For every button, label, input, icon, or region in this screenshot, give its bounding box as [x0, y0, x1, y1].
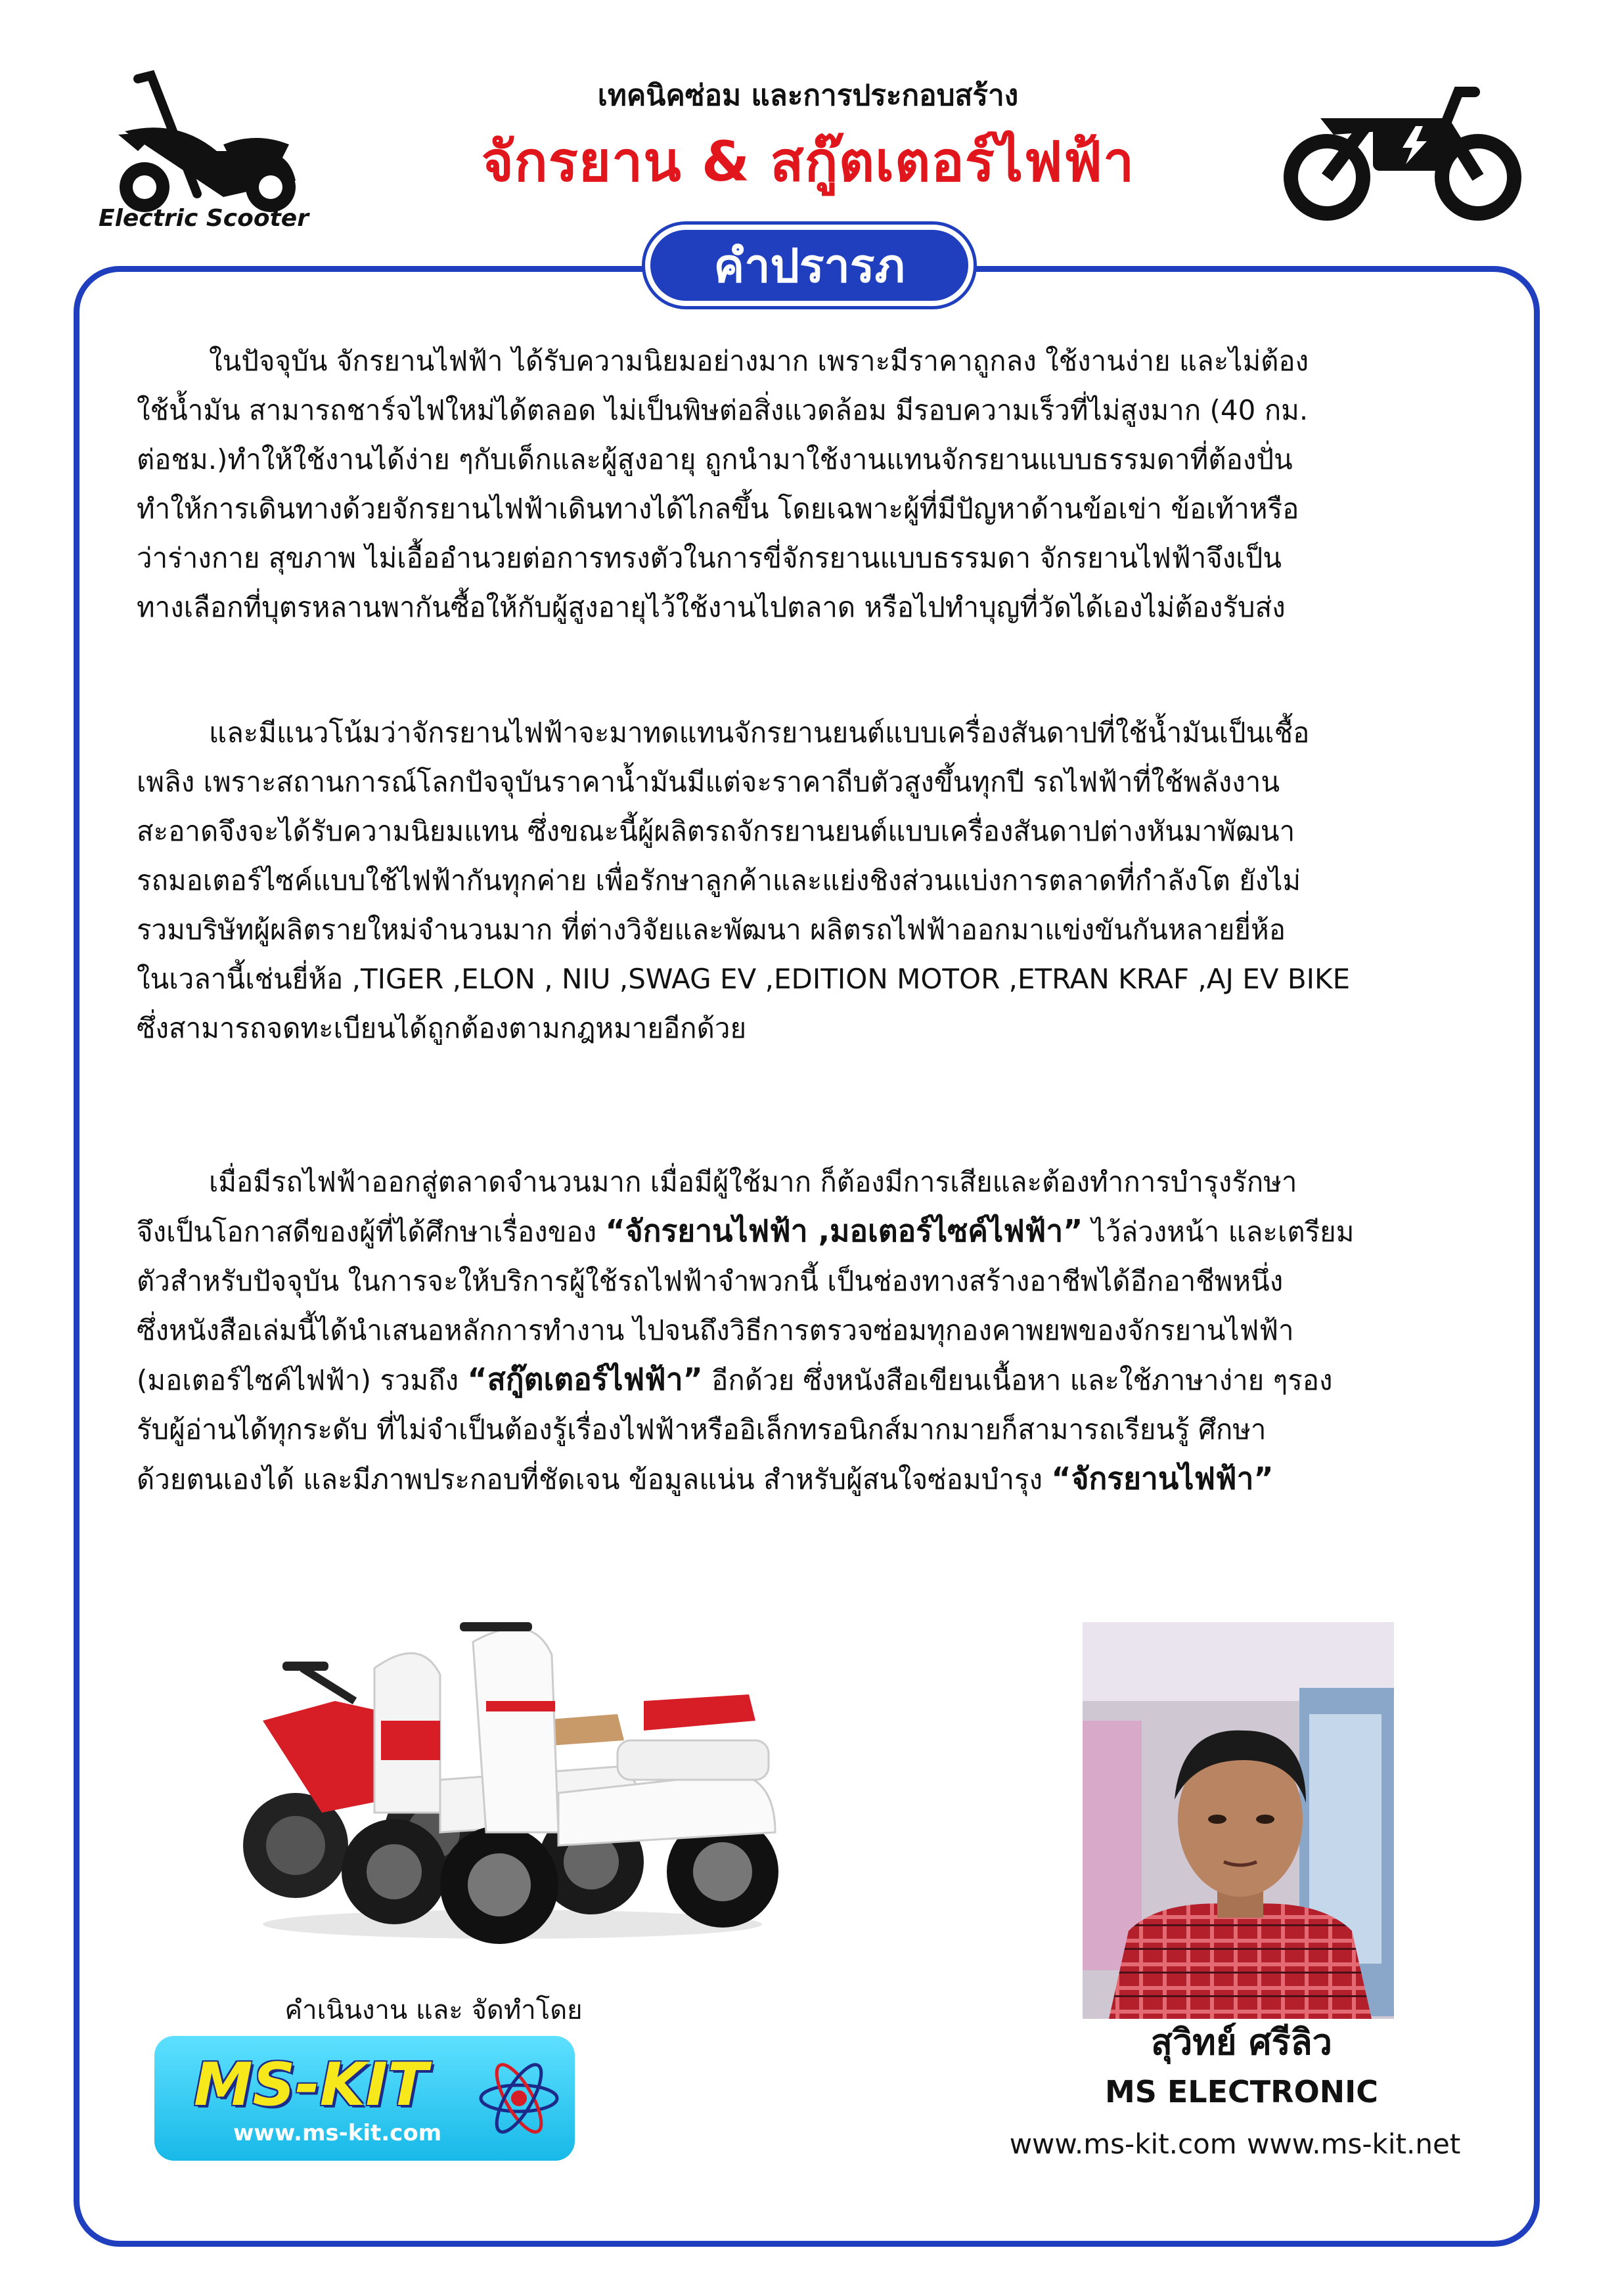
text-line: ตัวสำหรับปัจจุบัน ในการจะให้บริการผู้ใช้รถไฟฟ้าจำพวกนี้ เป็นช่องทางสร้างอาชีพได้อีกอาชีพหนึ่ง: [137, 1265, 1284, 1297]
text-line: [137, 1355, 1500, 1405]
highlight-text: “จักรยานไฟฟ้า”: [1051, 1461, 1274, 1496]
text-line: เมื่อมีรถไฟฟ้าออกสู่ตลาดจำนวนมาก เมื่อมีผู้ใช้มาก ก็ต้องมีการเสียและต้องทำการบำรุงรักษา: [209, 1166, 1297, 1198]
operated-by-label: คำเนินงาน และ จัดทำโดย: [284, 1995, 583, 2025]
text-run: อีกด้วย ซึ่งหนังสือเขียนเนื้อหา และใช้ภาษาง่าย ๆรอง: [702, 1364, 1333, 1396]
ms-kit-logo: [154, 2036, 575, 2161]
text-run: ด้วยตนเองได้ และมีภาพประกอบที่ชัดเจน ข้อมูลแน่น สำหรับผู้สนใจซ่อมบำรุง: [137, 1463, 1052, 1495]
author-company: MS ELECTRONIC: [1104, 2074, 1379, 2109]
text-line: รวมบริษัทผู้ผลิตรายใหม่จำนวนมาก ที่ต่างวิจัยและพัฒนา ผลิตรถไฟฟ้าออกมาแข่งขันกันหลายยี่ห้อ: [137, 914, 1286, 946]
author-websites: www.ms-kit.com www.ms-kit.net: [1009, 2128, 1461, 2160]
text-line: ว่าร่างกาย สุขภาพ ไม่เอื้ออำนวยต่อการทรงตัวในการขี่จักรยานแบบธรรมดา จักรยานไฟฟ้าจึงเป็น: [137, 542, 1282, 574]
text-line: ใช้น้ำมัน สามารถชาร์จไฟใหม่ได้ตลอด ไม่เป็นพิษต่อสิ่งแวดล้อม มีรอบความเร็วที่ไม่สูงมาก (40 กม.: [137, 394, 1309, 426]
author-photo: [1083, 1622, 1394, 2019]
section-heading: คำปรารภ: [645, 225, 974, 306]
text-line: และมีแนวโน้มว่าจักรยานไฟฟ้าจะมาทดแทนจักรยานยนต์แบบเครื่องสันดาปที่ใช้น้ำมันเป็นเชื้อ: [209, 717, 1310, 749]
text-run: (มอเตอร์ไซค์ไฟฟ้า) รวมถึง: [137, 1364, 468, 1396]
electric-motorcycle-icon: [1281, 72, 1524, 223]
text-line: ซึ่งหนังสือเล่มนี้ได้นำเสนอหลักการทำงาน ไปจนถึงวิธีการตรวจซ่อมทุกองคาพยพของจักรยานไฟฟ้า: [137, 1314, 1294, 1346]
text-run: จึงเป็นโอกาสดีของผู้ที่ได้ศึกษาเรื่องของ: [137, 1216, 606, 1248]
text-line: รถมอเตอร์ไซค์แบบใช้ไฟฟ้ากันทุกค่าย เพื่อรักษาลูกค้าและแย่งชิงส่วนแบ่งการตลาดที่กำลังโต ยังไม่: [137, 864, 1301, 896]
logo-url: www.ms-kit.com: [233, 2120, 442, 2146]
paragraph-1: [137, 336, 1500, 632]
text-line: รับผู้อ่านได้ทุกระดับ ที่ไม่จำเป็นต้องรู้เรื่องไฟฟ้าหรืออิเล็กทรอนิกส์มากมายก็สามารถเรียนรู้ ศึกษา: [137, 1413, 1267, 1446]
logo-text: MS-KIT: [194, 2050, 428, 2119]
text-line: [137, 1206, 1500, 1256]
text-line: ทำให้การเดินทางด้วยจักรยานไฟฟ้าเดินทางได้ไกลขึ้น โดยเฉพาะผู้ที่มีปัญหาด้านข้อเข่า ข้อเท้าหรือ: [137, 493, 1299, 525]
text-line: ซึ่งสามารถจดทะเบียนได้ถูกต้องตามกฎหมายอีกด้วย: [137, 1012, 747, 1044]
author-name: สุวิทย์ ศรีลิว: [1150, 2021, 1332, 2063]
page-subtitle: เทคนิคซ่อม และการประกอบสร้าง: [597, 79, 1019, 112]
text-line: เพลิง เพราะสถานการณ์โลกปัจจุบันราคาน้ำมันมีแต่จะราคาถีบตัวสูงขึ้นทุกปี รถไฟฟ้าที่ใช้พลังงาน: [137, 766, 1280, 798]
page-title: จักรยาน & สกู๊ตเตอร์ไฟฟ้า: [481, 129, 1135, 194]
text-line: ในเวลานี้เช่นยี่ห้อ ,TIGER ,ELON , NIU ,SWAG EV ,EDITION MOTOR ,ETRAN KRAF ,AJ EV BIKE: [137, 963, 1351, 995]
text-line: ต่อชม.)ทำให้ใช้งานได้ง่าย ๆกับเด็กและผู้สูงอายุ ถูกนำมาใช้งานแทนจักรยานแบบธรรมดาที่ต้องปั่น: [137, 443, 1293, 475]
paragraph-3: [137, 1157, 1500, 1504]
atom-icon: [476, 2056, 562, 2141]
text-line: ทางเลือกที่บุตรหลานพากันซื้อให้กับผู้สูงอายุไว้ใช้งานไปตลาด หรือไปทำบุญที่วัดได้เองไม่ต้องรับส่ง: [137, 591, 1286, 623]
text-line: สะอาดจึงจะได้รับความนิยมแทน ซึ่งขณะนี้ผู้ผลิตรถจักรยานยนต์แบบเครื่องสันดาปต่างหันมาพัฒนา: [137, 815, 1295, 847]
highlight-text: “สกู๊ตเตอร์ไฟฟ้า”: [467, 1361, 703, 1397]
text-line: ในปัจจุบัน จักรยานไฟฟ้า ได้รับความนิยมอย่างมาก เพราะมีราคาถูกลง ใช้งานง่าย และไม่ต้อง: [209, 345, 1309, 377]
text-line: [137, 1454, 1500, 1504]
scooter-caption: Electric Scooter: [99, 205, 309, 232]
text-run: ไว้ล่วงหน้า และเตรียม: [1083, 1216, 1355, 1248]
electric-scooters-image: [223, 1504, 801, 1951]
paragraph-2: [137, 708, 1500, 1053]
highlight-text: “จักรยานไฟฟ้า ,มอเตอร์ไซค์ไฟฟ้า”: [605, 1213, 1083, 1248]
